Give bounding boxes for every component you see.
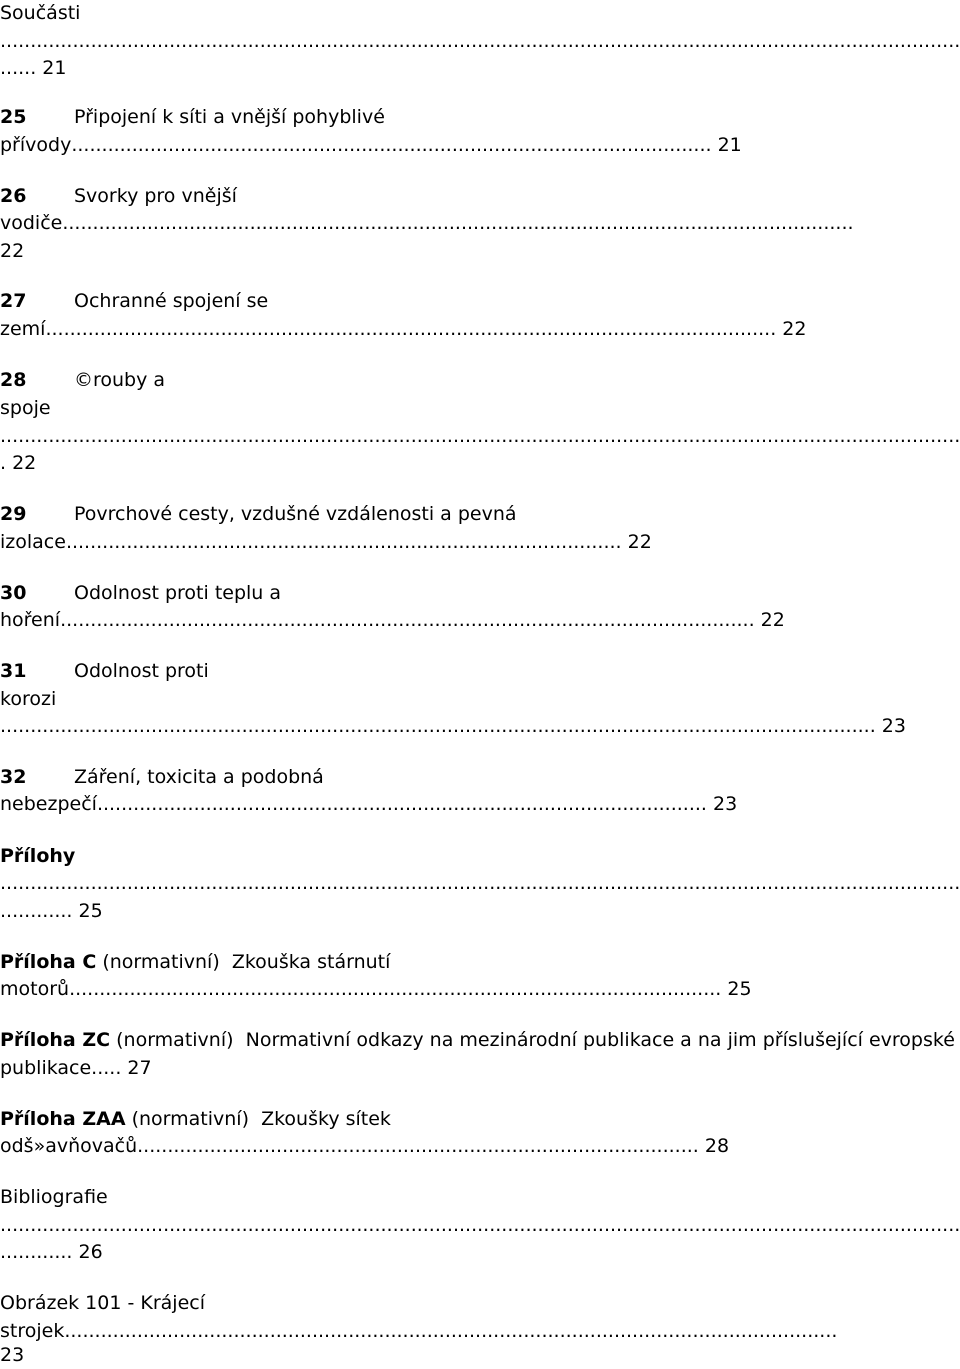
toc-entry-31-cont: [0, 686, 56, 713]
toc-entry-title: Povrchové cesty, vzdušné vzdálenosti a pevná: [74, 503, 517, 525]
toc-leader: ...............................................................................................................................................................: [0, 425, 960, 447]
toc-page-line: [0, 450, 36, 477]
toc-leader-line: [0, 1212, 960, 1239]
toc-annex-zc[interactable]: [0, 1027, 955, 1054]
toc-entry-title: Svorky pro vnější: [74, 185, 237, 207]
toc-title: Přílohy: [0, 845, 76, 867]
toc-page-number: 23: [706, 793, 738, 815]
toc-entry-title-cont: korozi: [0, 688, 57, 710]
toc-leader: .................................................................................................................................................: [0, 715, 876, 737]
toc-annex-type: (normativní): [116, 1029, 234, 1051]
toc-entry-25-cont: [0, 132, 742, 159]
toc-page-line: [0, 238, 24, 265]
toc-entry-title-cont: motorů: [0, 978, 70, 1000]
toc-page-number: 21: [711, 134, 742, 156]
toc-entry-26[interactable]: [0, 183, 237, 210]
toc-entry-number: 26: [0, 185, 27, 207]
toc-entry-title-cont: publikace: [0, 1057, 92, 1079]
toc-leader: ............................................................................................: [65, 531, 622, 553]
toc-page-number: ............ 26: [0, 1241, 103, 1263]
toc-entry-title-cont: spoje: [0, 397, 51, 419]
toc-annex-c[interactable]: [0, 949, 390, 976]
toc-entry-title: Připojení k síti a vnější pohyblivé: [74, 106, 385, 128]
toc-entry-27-cont: [0, 316, 806, 343]
toc-page-number: ............ 25: [0, 900, 103, 922]
toc-annex-label: Příloha ZC: [0, 1029, 111, 1051]
toc-page-number: 23: [0, 1344, 25, 1366]
toc-entry-title: Odolnost proti: [74, 660, 209, 682]
toc-leader: ...............................................................................................................................................................: [0, 1214, 960, 1236]
toc-annex-zaa[interactable]: [0, 1106, 391, 1133]
toc-page-number: 22: [776, 318, 807, 340]
toc-page-line: [0, 898, 103, 925]
toc-entry-title: rouby a: [93, 369, 166, 391]
toc-annex-type: (normativní): [131, 1108, 249, 1130]
toc-entry-title-cont: nebezpečí: [0, 793, 97, 815]
toc-leader-line: [0, 870, 960, 897]
toc-leader: .........................................................................................................................: [45, 318, 777, 340]
toc-entry-number: 29: [0, 503, 27, 525]
toc-page-number: 22: [754, 609, 785, 631]
toc-entry-25[interactable]: [0, 104, 385, 131]
toc-entry-title: Normativní odkazy na mezinárodní publikace a na jim příslušející evropské: [245, 1029, 955, 1051]
toc-annex-label: Příloha ZAA: [0, 1108, 126, 1130]
toc-page-number: . 22: [0, 452, 37, 474]
toc-entry-32[interactable]: [0, 764, 324, 791]
toc-leader: ...................................................................................................................: [60, 609, 755, 631]
toc-annex-type: (normativní): [102, 951, 220, 973]
toc-entry-32-cont: [0, 791, 737, 818]
toc-entry-28[interactable]: [0, 367, 165, 394]
toc-annex-c-cont: [0, 976, 752, 1003]
toc-page-line: [0, 1239, 103, 1266]
toc-leader: ............................................................................................................: [69, 978, 722, 1000]
toc-entry-number: 25: [0, 106, 27, 128]
toc-page-number: 27: [121, 1057, 152, 1079]
toc-page-number: 23: [875, 715, 906, 737]
toc-heading-bibliografie[interactable]: [0, 1184, 108, 1211]
toc-figure-101-cont: [0, 1318, 837, 1345]
toc-leader: .....................................................................................................: [96, 793, 707, 815]
toc-annex-zc-cont: [0, 1055, 152, 1082]
toc-entry-31[interactable]: [0, 658, 209, 685]
toc-page-number: ...... 21: [0, 57, 67, 79]
toc-leader: .....: [91, 1057, 122, 1079]
toc-leader-line: [0, 28, 960, 55]
toc-entry-30[interactable]: [0, 580, 281, 607]
toc-entry-title: Ochranné spojení se: [74, 290, 269, 312]
copyright-icon: ©: [74, 369, 93, 391]
toc-entry-28-cont: [0, 395, 51, 422]
toc-annex-zaa-cont: [0, 1133, 729, 1160]
toc-entry-title: Zkouška stárnutí: [231, 951, 391, 973]
toc-entry-title-cont: hoření: [0, 609, 61, 631]
toc-page-line: [0, 1342, 24, 1369]
toc-page-number: 25: [721, 978, 752, 1000]
toc-entry-number: 30: [0, 582, 27, 604]
toc-page-number: 28: [698, 1135, 730, 1157]
toc-leader: .............................................................................................: [137, 1135, 699, 1157]
toc-entry-title-cont: izolace: [0, 531, 66, 553]
toc-leader: ...............................................................................................................................................................: [0, 30, 960, 52]
toc-title: Součásti: [0, 2, 81, 24]
toc-entry-29-cont: [0, 529, 652, 556]
toc-entry-27[interactable]: [0, 288, 268, 315]
toc-entry-29[interactable]: [0, 501, 517, 528]
toc-entry-title-cont: strojek: [0, 1320, 65, 1342]
toc-leader: ................................................................................................................................: [64, 1320, 838, 1342]
toc-entry-number: 32: [0, 766, 27, 788]
toc-leader: ...............................................................................................................................................................: [0, 872, 960, 894]
toc-entry-number: 27: [0, 290, 27, 312]
toc-annex-label: Příloha C: [0, 951, 97, 973]
toc-page-number: 22: [0, 240, 25, 262]
toc-entry-number: 28: [0, 369, 27, 391]
toc-entry-title-cont: vodiče: [0, 212, 63, 234]
toc-page-line: [0, 55, 66, 82]
toc-entry-title: Obrázek 101 - Krájecí: [0, 1292, 205, 1314]
toc-leader-line: [0, 423, 960, 450]
toc-entry-30-cont: [0, 607, 785, 634]
toc-leader: ..........................................................................................................: [71, 134, 712, 156]
toc-leader: ...................................................................................................................................: [62, 212, 854, 234]
toc-entry-title-cont: přívody: [0, 134, 72, 156]
toc-heading-prilohy[interactable]: [0, 843, 75, 870]
toc-entry-title-cont: zemí: [0, 318, 46, 340]
toc-leader-line: [0, 713, 906, 740]
toc-entry-title-cont: odš»avňovačů: [0, 1135, 138, 1157]
toc-heading-soucasti[interactable]: [0, 0, 80, 27]
toc-page-number: 22: [621, 531, 652, 553]
toc-title: Bibliografie: [0, 1186, 108, 1208]
toc-entry-title: Zkoušky sítek: [261, 1108, 391, 1130]
toc-entry-title: Odolnost proti teplu a: [74, 582, 282, 604]
toc-entry-26-cont: [0, 210, 854, 237]
toc-entry-number: 31: [0, 660, 27, 682]
toc-entry-title: Záření, toxicita a podobná: [74, 766, 324, 788]
toc-figure-101[interactable]: [0, 1290, 205, 1317]
